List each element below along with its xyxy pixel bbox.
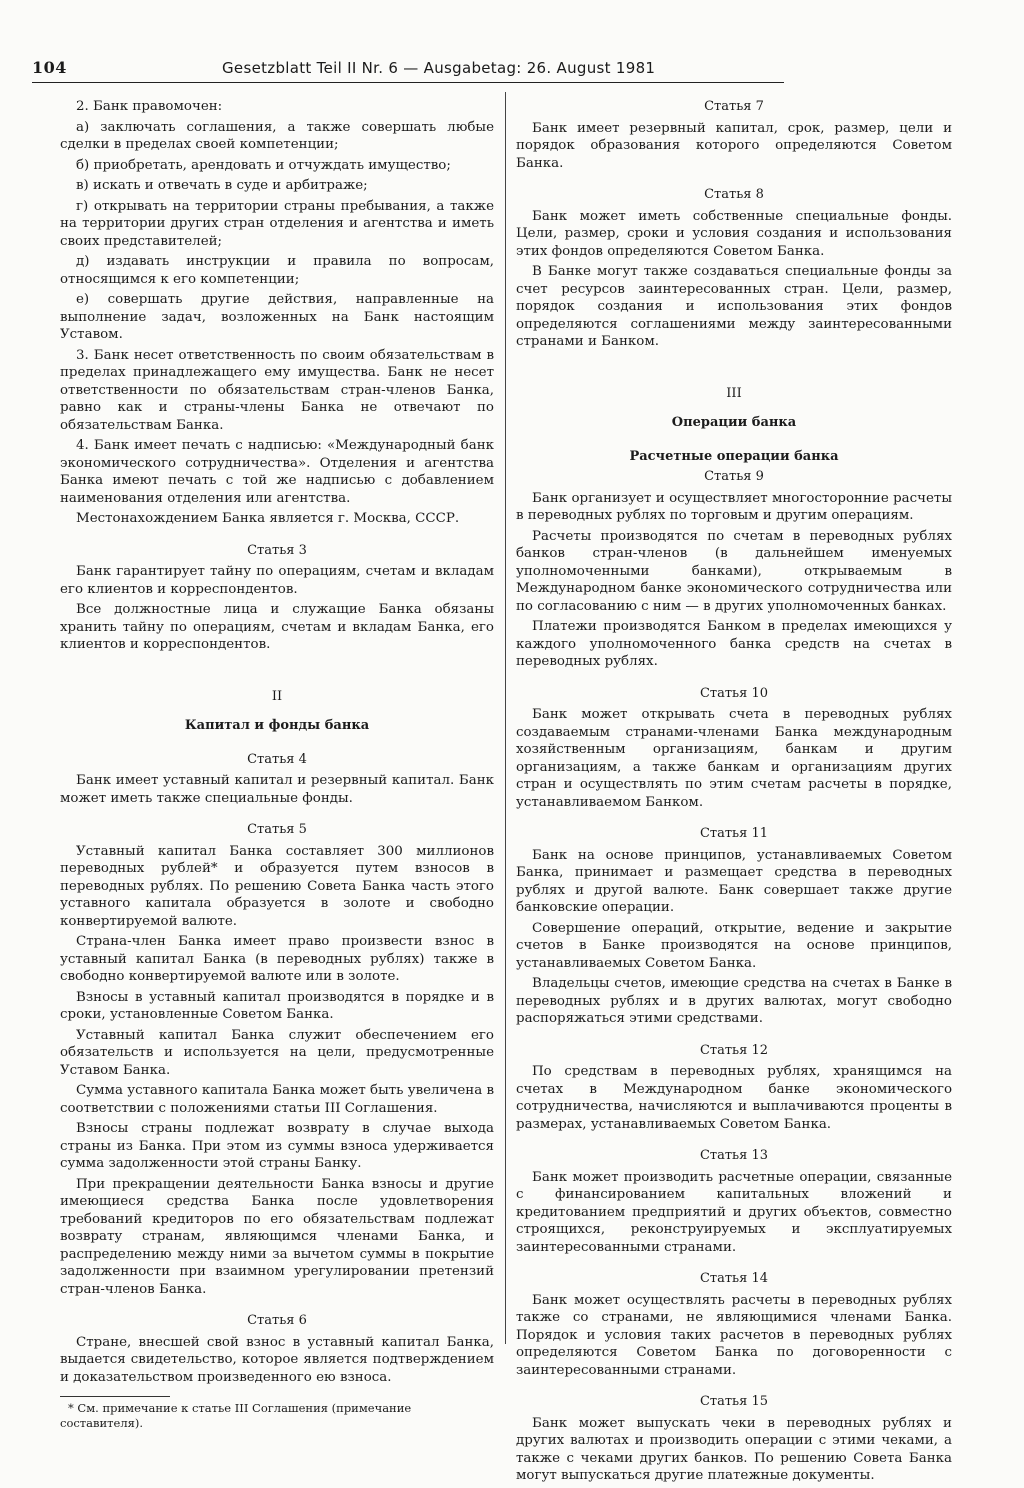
paragraph: Взносы в уставный капитал производятся в порядке и в сроки, установленные Советом Банка. (60, 989, 494, 1022)
paragraph: Банк может выпускать чеки в переводных рублях и других валютах и производить операции с этими чеками, а также с чеками других банков. По решению Совета Банка могут выпускаться другие платежные документы. (516, 1415, 952, 1483)
column-divider (505, 92, 506, 1344)
paragraph: е) совершать другие действия, направленные на выполнение задач, возложенных на Банк настоящим Уставом. (60, 292, 494, 342)
paragraph: Сумма уставного капитала Банка может быть увеличена в соответствии с положениями статьи III Соглашения. (60, 1083, 494, 1116)
page-number: 104 (32, 58, 67, 77)
paragraph: д) издавать инструкции и правила по вопросам, относящимся к его компетенции; (60, 254, 494, 287)
article-heading: Статья 6 (247, 1313, 307, 1328)
article-heading: Статья 13 (699, 1148, 769, 1163)
paragraph: При прекращении деятельности Банка взносы и другие имеющиеся средства Банка после удовлетворения требований кредиторов по его обязательствам подлежат возврату странам, являющимся членами Банка, и распределению между ними за вычетом суммы в покрытие задолженности при взаимном урегулировании претензий стран-членов Банка. (60, 1176, 494, 1297)
paragraph: Банк может иметь собственные специальные фонды. Цели, размер, сроки и условия создания и использования этих фондов определяются Советом Банка. (516, 208, 952, 259)
paragraph: Банк на основе принципов, устанавливаемых Советом Банка, принимает и размещает средства в переводных рублях и другой валюте. Банк совершает также другие банковские операции. (516, 847, 952, 915)
paragraph: 3. Банк несет ответственность по своим обязательствам в пределах принадлежащего ему имущества. Банк не несет ответственности по обязательствам стран-членов Банка, равно как и страны-члены Банка не отвечают по обязательствам Банка. (60, 347, 494, 433)
article-heading: Статья 11 (699, 826, 769, 841)
paragraph: 2. Банк правомочен: (76, 99, 223, 114)
paragraph: Платежи производятся Банком в пределах имеющихся у каждого уполномоченного банка средств на счетах в переводных рублях. (516, 619, 952, 669)
footnote-rule (60, 1396, 170, 1397)
article-heading: Статья 5 (247, 822, 307, 837)
article-heading: Статья 8 (704, 187, 764, 202)
paragraph: 4. Банк имеет печать с надписью: «Международный банк экономического сотрудничества». Отделения и агентства Банка имеют печать с той же надписью с добавлением наименования отделения или агентства. (60, 438, 494, 506)
paragraph: Банк организует и осуществляет многосторонние расчеты в переводных рублях по торговым и другим операциям. (516, 490, 952, 523)
right-column (516, 98, 952, 1488)
section-number: II (271, 688, 283, 704)
subsection-title: Расчетные операции банка (629, 448, 839, 464)
paragraph: г) открывать на территории страны пребывания, а также на территории других стран отделения и агентства и иметь своих представителей; (60, 198, 494, 249)
paragraph: Банк имеет уставный капитал и резервный капитал. Банк может иметь также специальные фонды. (60, 773, 494, 806)
paragraph: Расчеты производятся по счетам в переводных рублях банков стран-членов (в дальнейшем именуемых уполномоченными банками), открываемым в Международном банке экономического сотрудничества или по согласованию с ним — в других уполномоченных банках. (516, 528, 952, 614)
article-heading: Статья 3 (247, 542, 307, 558)
article-heading: Статья 10 (699, 685, 769, 701)
paragraph: Совершение операций, открытие, ведение и закрытие счетов в Банке производятся на основе принципов, устанавливаемых Советом Банка. (516, 920, 952, 971)
paragraph: а) заключать соглашения, а также совершать любые сделки в пределах своей компетенции; (60, 119, 494, 152)
section-title: Капитал и фонды банка (184, 718, 370, 733)
paragraph: Банк может осуществлять расчеты в переводных рублях также со странами, не являющимися членами Банка. Порядок и условия таких расчетов в переводных рублях определяются Советом Банка по договоренности с заинтересованными странами. (516, 1292, 952, 1378)
paragraph: Уставный капитал Банка служит обеспечением его обязательств и используется на цели, предусмотренные Уставом Банка. (60, 1027, 494, 1078)
paragraph: Стране, внесшей свой взнос в уставный капитал Банка, выдается свидетельство, которое является подтверждением и доказательством произведенного ею взноса. (60, 1334, 494, 1385)
paragraph: Взносы страны подлежат возврату в случае выхода страны из Банка. При этом из суммы взноса удерживается сумма задолженности этой страны Банку. (60, 1121, 494, 1171)
paragraph: Банк гарантирует тайну по операциям, счетам и вкладам его клиентов и корреспондентов. (60, 564, 494, 597)
paragraph: Страна-член Банка имеет право произвести взнос в уставный капитал Банка (в переводных рублях) также в свободно конвертируемой валюте или в золоте. (60, 934, 494, 984)
paragraph: Банк имеет резервный капитал, срок, размер, цели и порядок образования которого определяются Советом Банка. (516, 120, 952, 171)
section-number: III (726, 385, 742, 401)
paragraph: Местонахождением Банка является г. Москва, СССР. (76, 511, 460, 526)
article-heading: Статья 7 (704, 99, 764, 114)
article-heading: Статья 9 (704, 469, 764, 484)
paragraph: Все должностные лица и служащие Банка обязаны хранить тайну по операциям, счетам и вкладам Банка, его клиентов и корреспондентов. (60, 602, 494, 652)
paragraph: в) искать и отвечать в суде и арбитраже; (76, 178, 368, 193)
section-title: Операции банка (671, 415, 797, 430)
article-heading: Статья 15 (699, 1394, 769, 1409)
running-head: Gesetzblatt Teil II Nr. 6 — Ausgabetag: 26. August 1981 (222, 59, 656, 77)
paragraph: б) приобретать, арендовать и отчуждать имущество; (76, 157, 451, 173)
paragraph: Владельцы счетов, имеющие средства на счетах в Банке в переводных рублях и в других валютах, могут свободно распоряжаться этими средствами. (516, 976, 952, 1026)
article-heading: Статья 12 (699, 1042, 769, 1058)
page-header (32, 58, 784, 83)
paragraph: По средствам в переводных рублях, хранящимся на счетах в Международном банке экономического сотрудничества, начисляются и выплачиваются проценты в размерах, устанавливаемых Советом Банка. (516, 1064, 952, 1132)
paragraph: Уставный капитал Банка составляет 300 миллионов переводных рублей* и образуется путем взносов в переводных рублях. По решению Совета Банка часть этого уставного капитала образуется в золоте и свободно конвертируемой валюте. (60, 843, 494, 929)
article-heading: Статья 4 (247, 751, 307, 767)
article-heading: Статья 14 (699, 1271, 769, 1286)
paragraph: В Банке могут также создаваться специальные фонды за счет ресурсов заинтересованных стран. Цели, размер, порядок создания и использования этих фондов определяются соглашениями между заинтересованными странами и Банком. (516, 264, 952, 349)
paragraph: Банк может открывать счета в переводных рублях создаваемым странами-членами Банка международным хозяйственным организациям, банкам и другим организациям, а также банкам и организациям других стран и осуществлять по этим счетам расчеты в порядке, устанавливаемом Банком. (516, 707, 952, 810)
left-column (60, 98, 494, 1434)
paragraph: Банк может производить расчетные операции, связанные с финансированием капитальных вложений и кредитованием предприятий и других объектов, совместно строящихся, реконструируемых и эксплуатируемых заинтересованными странами. (516, 1169, 952, 1255)
footnote: * См. примечание к статье III Соглашения (примечание составителя). (60, 1401, 412, 1430)
